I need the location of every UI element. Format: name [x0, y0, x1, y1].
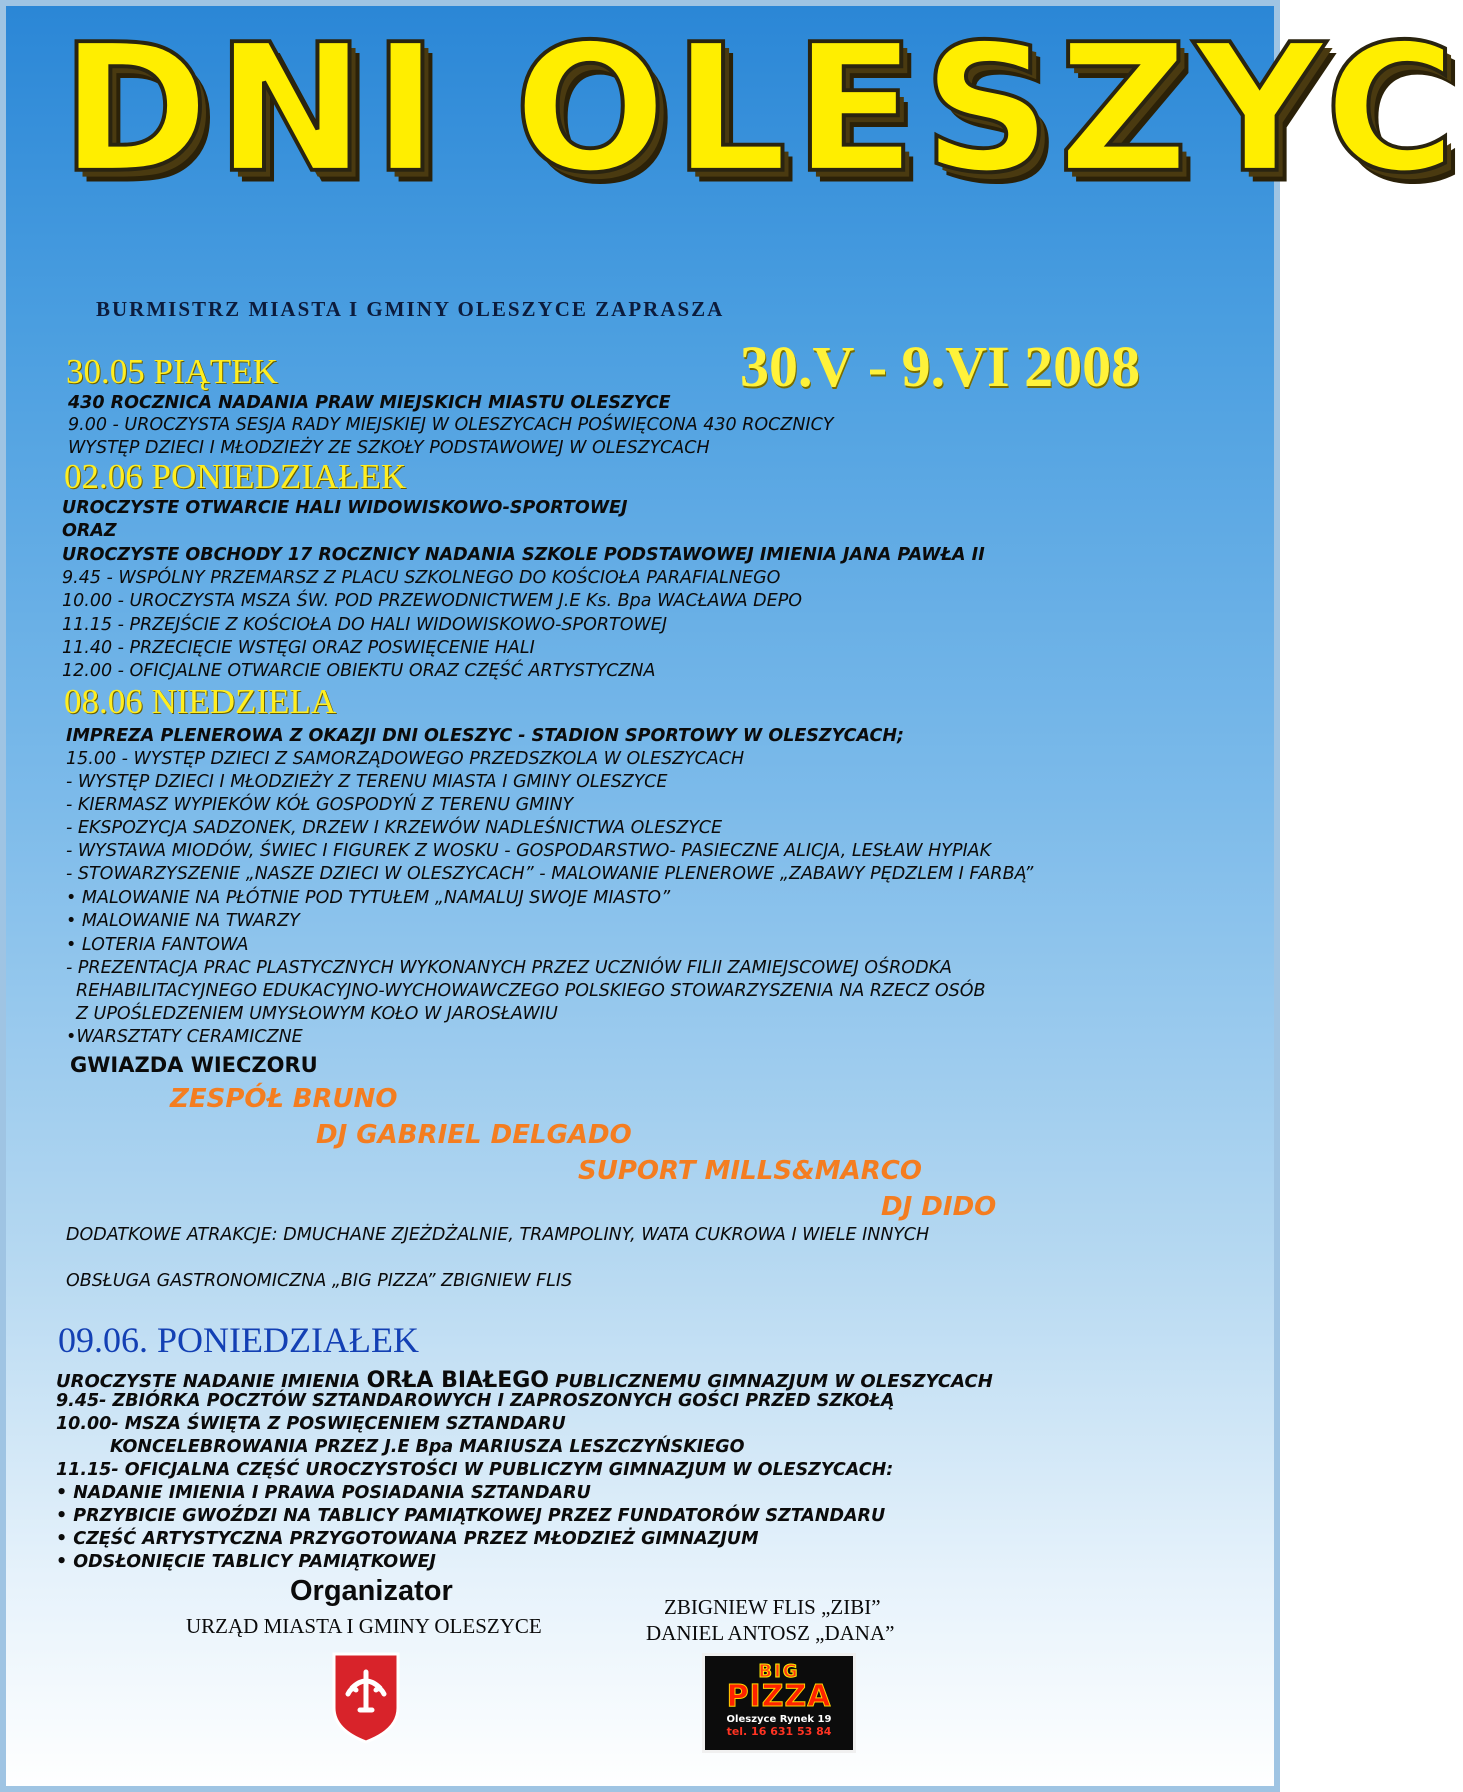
schedule-line: - STOWARZYSZENIE „NASZE DZIECI W OLESZYCACH” - MALOWANIE PLENEROWE „ZABAWY PĘDZLEM I FARBĄ”	[66, 864, 1034, 884]
schedule-line: 9.45- ZBIÓRKA POCZTÓW SZTANDAROWYCH I ZAPROSZONYCH GOŚCI PRZED SZKOŁĄ	[56, 1391, 895, 1411]
pizza-logo-phone: tel. 16 631 53 84	[726, 1725, 832, 1738]
headliner-act: ZESPÓŁ BRUNO	[170, 1084, 398, 1114]
schedule-line: KONCELEBROWANIA PRZEZ J.E Bpa MARIUSZA LESZCZYŃSKIEGO	[110, 1437, 745, 1457]
schedule-line: - EKSPOZYCJA SADZONEK, DRZEW I KRZEWÓW NADLEŚNICTWA OLESZYCE	[66, 818, 723, 838]
headliner-act: DJ GABRIEL DELGADO	[316, 1120, 632, 1150]
pizza-logo-word: PIZZA	[726, 1679, 832, 1714]
schedule-line: REHABILITACYJNEGO EDUKACYJNO-WYCHOWAWCZEGO POLSKIEGO STOWARZYSZENIA NA RZECZ OSÓB	[76, 981, 986, 1001]
organizer-label: Organizator	[290, 1575, 453, 1607]
catering-note: OBSŁUGA GASTRONOMICZNA „BIG PIZZA” ZBIGNIEW FLIS	[66, 1271, 573, 1291]
schedule-line: Z UPOŚLEDZENIEM UMYSŁOWYM KOŁO W JAROSŁAWIU	[76, 1004, 558, 1024]
headline-text: PUBLICZNEMU GIMNAZJUM W OLESZYCACH	[549, 1371, 993, 1392]
big-pizza-logo	[702, 1653, 856, 1753]
schedule-line: 11.15- OFICJALNA CZĘŚĆ UROCZYSTOŚCI W PUBLICZYM GIMNAZJUM W OLESZYCACH:	[56, 1460, 894, 1480]
schedule-line: 11.15 - PRZEJŚCIE Z KOŚCIOŁA DO HALI WIDOWISKOWO-SPORTOWEJ	[62, 615, 667, 635]
day-heading-sunday: 08.06 NIEDZIELA	[64, 682, 337, 721]
schedule-line-headline	[56, 1370, 993, 1392]
headliner-label: GWIAZDA WIECZORU	[70, 1053, 318, 1077]
schedule-line: - WYSTĘP DZIECI I MŁODZIEŻY Z TERENU MIASTA I GMINY OLESZYCE	[66, 772, 668, 792]
event-date-range: 30.V - 9.VI 2008	[740, 334, 1141, 399]
schedule-line: 12.00 - OFICJALNE OTWARCIE OBIEKTU ORAZ CZĘŚĆ ARTYSTYCZNA	[62, 661, 656, 681]
pizza-logo-big: BIG	[758, 1661, 800, 1682]
schedule-line: 15.00 - WYSTĘP DZIECI Z SAMORZĄDOWEGO PRZEDSZKOLA W OLESZYCACH	[66, 749, 745, 769]
partner-name: ZBIGNIEW FLIS „ZIBI”	[664, 1595, 881, 1619]
schedule-line: • PRZYBICIE GWOŹDZI NA TABLICY PAMIĄTKOWEJ PRZEZ FUNDATORÓW SZTANDARU	[56, 1506, 886, 1526]
schedule-line: 9.45 - WSPÓLNY PRZEMARSZ Z PLACU SZKOLNEGO DO KOŚCIOŁA PARAFIALNEGO	[62, 568, 781, 588]
pizza-logo-address: Oleszyce Rynek 19	[726, 1714, 832, 1725]
headline-highlight: ORŁA BIAŁEGO	[366, 1368, 549, 1393]
headliner-act: DJ DIDO	[881, 1192, 997, 1222]
schedule-line: 430 ROCZNICA NADANIA PRAW MIEJSKICH MIASTU OLESZYCE	[68, 393, 671, 413]
schedule-line: IMPREZA PLENEROWA Z OKAZJI DNI OLESZYC - STADION SPORTOWY W OLESZYCACH;	[66, 726, 904, 746]
schedule-line: 9.00 - UROCZYSTA SESJA RADY MIEJSKIEJ W OLESZYCACH POŚWIĘCONA 430 ROCZNICY	[68, 415, 834, 435]
schedule-line: UROCZYSTE OBCHODY 17 ROCZNICY NADANIA SZKOLE PODSTAWOWEJ IMIENIA JANA PAWŁA II	[62, 545, 985, 565]
schedule-line: 10.00 - UROCZYSTA MSZA ŚW. POD PRZEWODNICTWEM J.E Ks. Bpa WACŁAWA DEPO	[62, 591, 803, 611]
schedule-line: • MALOWANIE NA PŁÓTNIE POD TYTUŁEM „NAMALUJ SWOJE MIASTO”	[66, 888, 671, 908]
partner-name: DANIEL ANTOSZ „DANA”	[646, 1621, 895, 1645]
schedule-line: - WYSTAWA MIODÓW, ŚWIEC I FIGUREK Z WOSKU - GOSPODARSTWO- PASIECZNE ALICJA, LESŁAW HYPIAK	[66, 841, 992, 861]
schedule-line: WYSTĘP DZIECI I MŁODZIEŻY ZE SZKOŁY PODSTAWOWEJ W OLESZYCACH	[68, 438, 710, 458]
headliner-act: SUPORT MILLS&MARCO	[578, 1156, 922, 1186]
schedule-line: • ODSŁONIĘCIE TABLICY PAMIĄTKOWEJ	[56, 1552, 436, 1572]
schedule-line: • MALOWANIE NA TWARZY	[66, 911, 300, 931]
poster-title: DNI OLESZYC	[60, 7, 1463, 212]
schedule-line: UROCZYSTE OTWARCIE HALI WIDOWISKOWO-SPORTOWEJ	[62, 498, 628, 518]
schedule-line: •WARSZTATY CERAMICZNE	[66, 1027, 303, 1047]
schedule-line: - PREZENTACJA PRAC PLASTYCZNYCH WYKONANYCH PRZEZ UCZNIÓW FILII ZAMIEJSCOWEJ OŚRODKA	[66, 958, 952, 978]
schedule-line: • LOTERIA FANTOWA	[66, 935, 249, 955]
schedule-line: ORAZ	[62, 521, 117, 541]
extra-attractions: DODATKOWE ATRAKCJE: DMUCHANE ZJEŻDŻALNIE, TRAMPOLINY, WATA CUKROWA I WIELE INNYCH	[66, 1225, 930, 1245]
schedule-line: 10.00- MSZA ŚWIĘTA Z POSWIĘCENIEM SZTANDARU	[56, 1414, 566, 1434]
schedule-line: - KIERMASZ WYPIEKÓW KÓŁ GOSPODYŃ Z TERENU GMINY	[66, 795, 574, 815]
organizer-name: URZĄD MIASTA I GMINY OLESZYCE	[186, 1614, 542, 1638]
day-heading-friday: 30.05 PIĄTEK	[66, 352, 278, 391]
oleszyce-coat-of-arms-icon	[330, 1650, 402, 1746]
day-heading-monday-2: 09.06. PONIEDZIAŁEK	[58, 1320, 419, 1360]
schedule-line: 11.40 - PRZECIĘCIE WSTĘGI ORAZ POSWIĘCENIE HALI	[62, 638, 535, 658]
headline-text: UROCZYSTE NADANIE IMIENIA	[56, 1371, 367, 1392]
schedule-line: • NADANIE IMIENIA I PRAWA POSIADANIA SZTANDARU	[56, 1483, 591, 1503]
poster-subtitle: BURMISTRZ MIASTA I GMINY OLESZYCE ZAPRASZA	[96, 297, 725, 321]
schedule-line: • CZĘŚĆ ARTYSTYCZNA PRZYGOTOWANA PRZEZ MŁODZIEŻ GIMNAZJUM	[56, 1529, 759, 1549]
day-heading-monday: 02.06 PONIEDZIAŁEK	[64, 457, 407, 496]
